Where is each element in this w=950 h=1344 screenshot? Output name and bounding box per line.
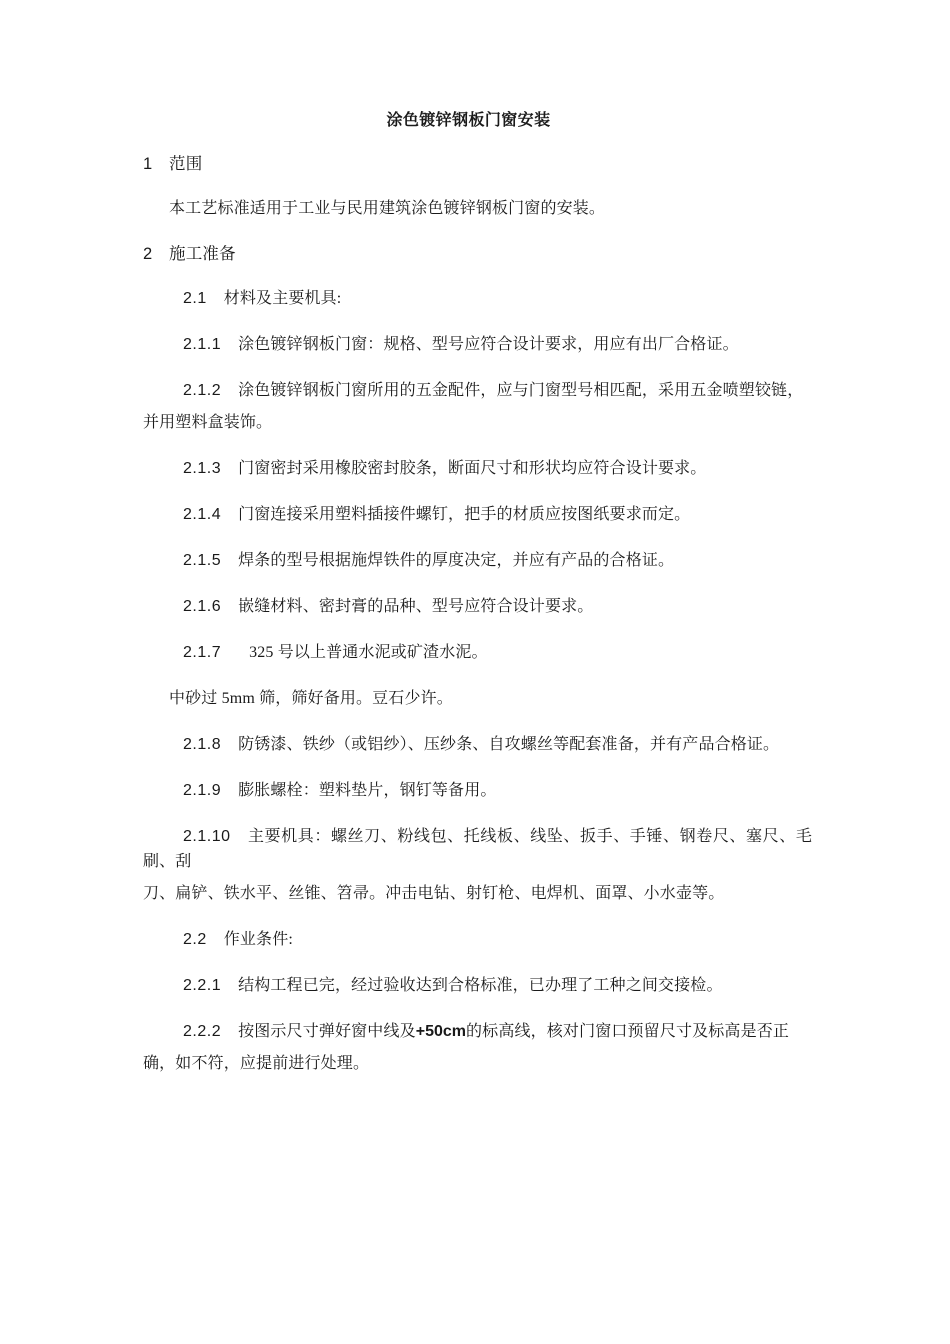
clause-number: 2.1.7 [183,644,222,661]
clause-2-1-9 [143,778,812,803]
clause-text: 主要机具：螺丝刀、粉线包、托线板、线坠、扳手、手锤、钢卷尺、塞尺、毛刷、刮 [143,828,812,870]
spacer [143,364,812,378]
clause-2-2-1 [143,973,812,998]
section-title-1: 范围 [169,155,203,173]
clause-2-1-10 [143,824,812,874]
clause-number: 2.1.8 [183,736,222,753]
clause-text: 焊条的型号根据施焊铁件的厚度决定，并应有产品的合格证。 [238,552,675,569]
spacer [143,318,812,332]
clause-number: 2.1.5 [183,552,222,569]
page-title: 涂色镀锌钢板门窗安装 [386,112,551,129]
spacer [143,764,812,778]
spacer [143,1005,812,1019]
clause-number: 2.1.4 [183,506,222,523]
clause-2-1-5 [143,548,812,573]
section-number-1: 1 [143,155,153,173]
subsection-number-2-2: 2.2 [183,931,207,948]
spacer [143,272,812,286]
clause-2-1-6 [143,594,812,619]
spacer [143,580,812,594]
clause-text: 膨胀螺栓：塑料垫片，钢钉等备用。 [238,782,497,799]
clause-text-after: 的标高线，核对门窗口预留尺寸及标高是否正 [466,1023,790,1040]
clause-2-1-7 [143,640,812,665]
clause-number: 2.2.2 [183,1023,222,1040]
clause-text: 涂色镀锌钢板门窗：规格、型号应符合设计要求，用应有出厂合格证。 [238,336,739,353]
clause-2-1-8 [143,732,812,757]
clause-2-1-2 [143,378,812,403]
clause-text: 结构工程已完，经过验收达到合格标准，已办理了工种之间交接检。 [238,977,723,994]
clause-2-1-4 [143,502,812,527]
clause-number: 2.1.10 [183,828,231,845]
spacer [143,488,812,502]
clause-text-before: 按图示尺寸弹好窗中线及 [238,1023,416,1040]
spacer [143,672,812,686]
spacer [143,913,812,927]
clause-number: 2.1.3 [183,460,222,477]
clause-2-1-3 [143,456,812,481]
clause-number: 2.2.1 [183,977,222,994]
clause-text: 嵌缝材料、密封膏的品种、型号应符合设计要求。 [238,598,594,615]
clause-text: 防锈漆、铁纱（或铝纱）、压纱条、自攻螺丝等配套准备，并有产品合格证。 [238,736,780,753]
spacer [143,182,812,196]
clause-2-2-2 [143,1019,812,1044]
section-title-2: 施工准备 [169,245,236,263]
clause-text: 门窗连接采用塑料插接件螺钉，把手的材质应按图纸要求而定。 [238,506,691,523]
subsection-heading-2-2 [143,927,812,952]
clause-text: 涂色镀锌钢板门窗所用的五金配件，应与门窗型号相匹配，采用五金喷塑铰链， [238,382,804,399]
clause-number: 2.1.1 [183,336,222,353]
clause-2-1-2-continuation: 并用塑料盒装饰。 [143,414,273,431]
clause-number: 2.1.2 [183,382,222,399]
spacer [143,718,812,732]
section-heading-1 [143,152,812,176]
clause-2-1-10-continuation: 刀、扁铲、铁水平、丝锥、笤帚。冲击电钻、射钉枪、电焊机、面罩、小水壶等。 [143,885,725,902]
clause-2-1-7-continuation: 中砂过 5mm 筛，筛好备用。豆石少许。 [169,690,453,707]
spacer [143,228,812,242]
section-1-body: 本工艺标准适用于工业与民用建筑涂色镀锌钢板门窗的安装。 [169,200,606,217]
spacer [143,534,812,548]
clause-number: 2.1.6 [183,598,222,615]
section-number-2: 2 [143,245,153,263]
clause-2-2-2-continuation: 确，如不符，应提前进行处理。 [143,1055,370,1072]
elevation-measurement: +50cm [415,1023,467,1040]
section-heading-2 [143,242,812,266]
clause-number: 2.1.9 [183,782,222,799]
clause-2-1-1 [143,332,812,357]
clause-text: 门窗密封采用橡胶密封胶条，断面尺寸和形状均应符合设计要求。 [238,460,707,477]
spacer [143,959,812,973]
spacer [143,626,812,640]
spacer [143,810,812,824]
subsection-heading-2-1 [143,286,812,311]
spacer [143,442,812,456]
subsection-number-2-1: 2.1 [183,290,207,307]
subsection-title-2-2: 作业条件: [223,931,293,948]
clause-text: 325 号以上普通水泥或矿渣水泥。 [249,644,488,661]
subsection-title-2-1: 材料及主要机具: [223,290,342,307]
